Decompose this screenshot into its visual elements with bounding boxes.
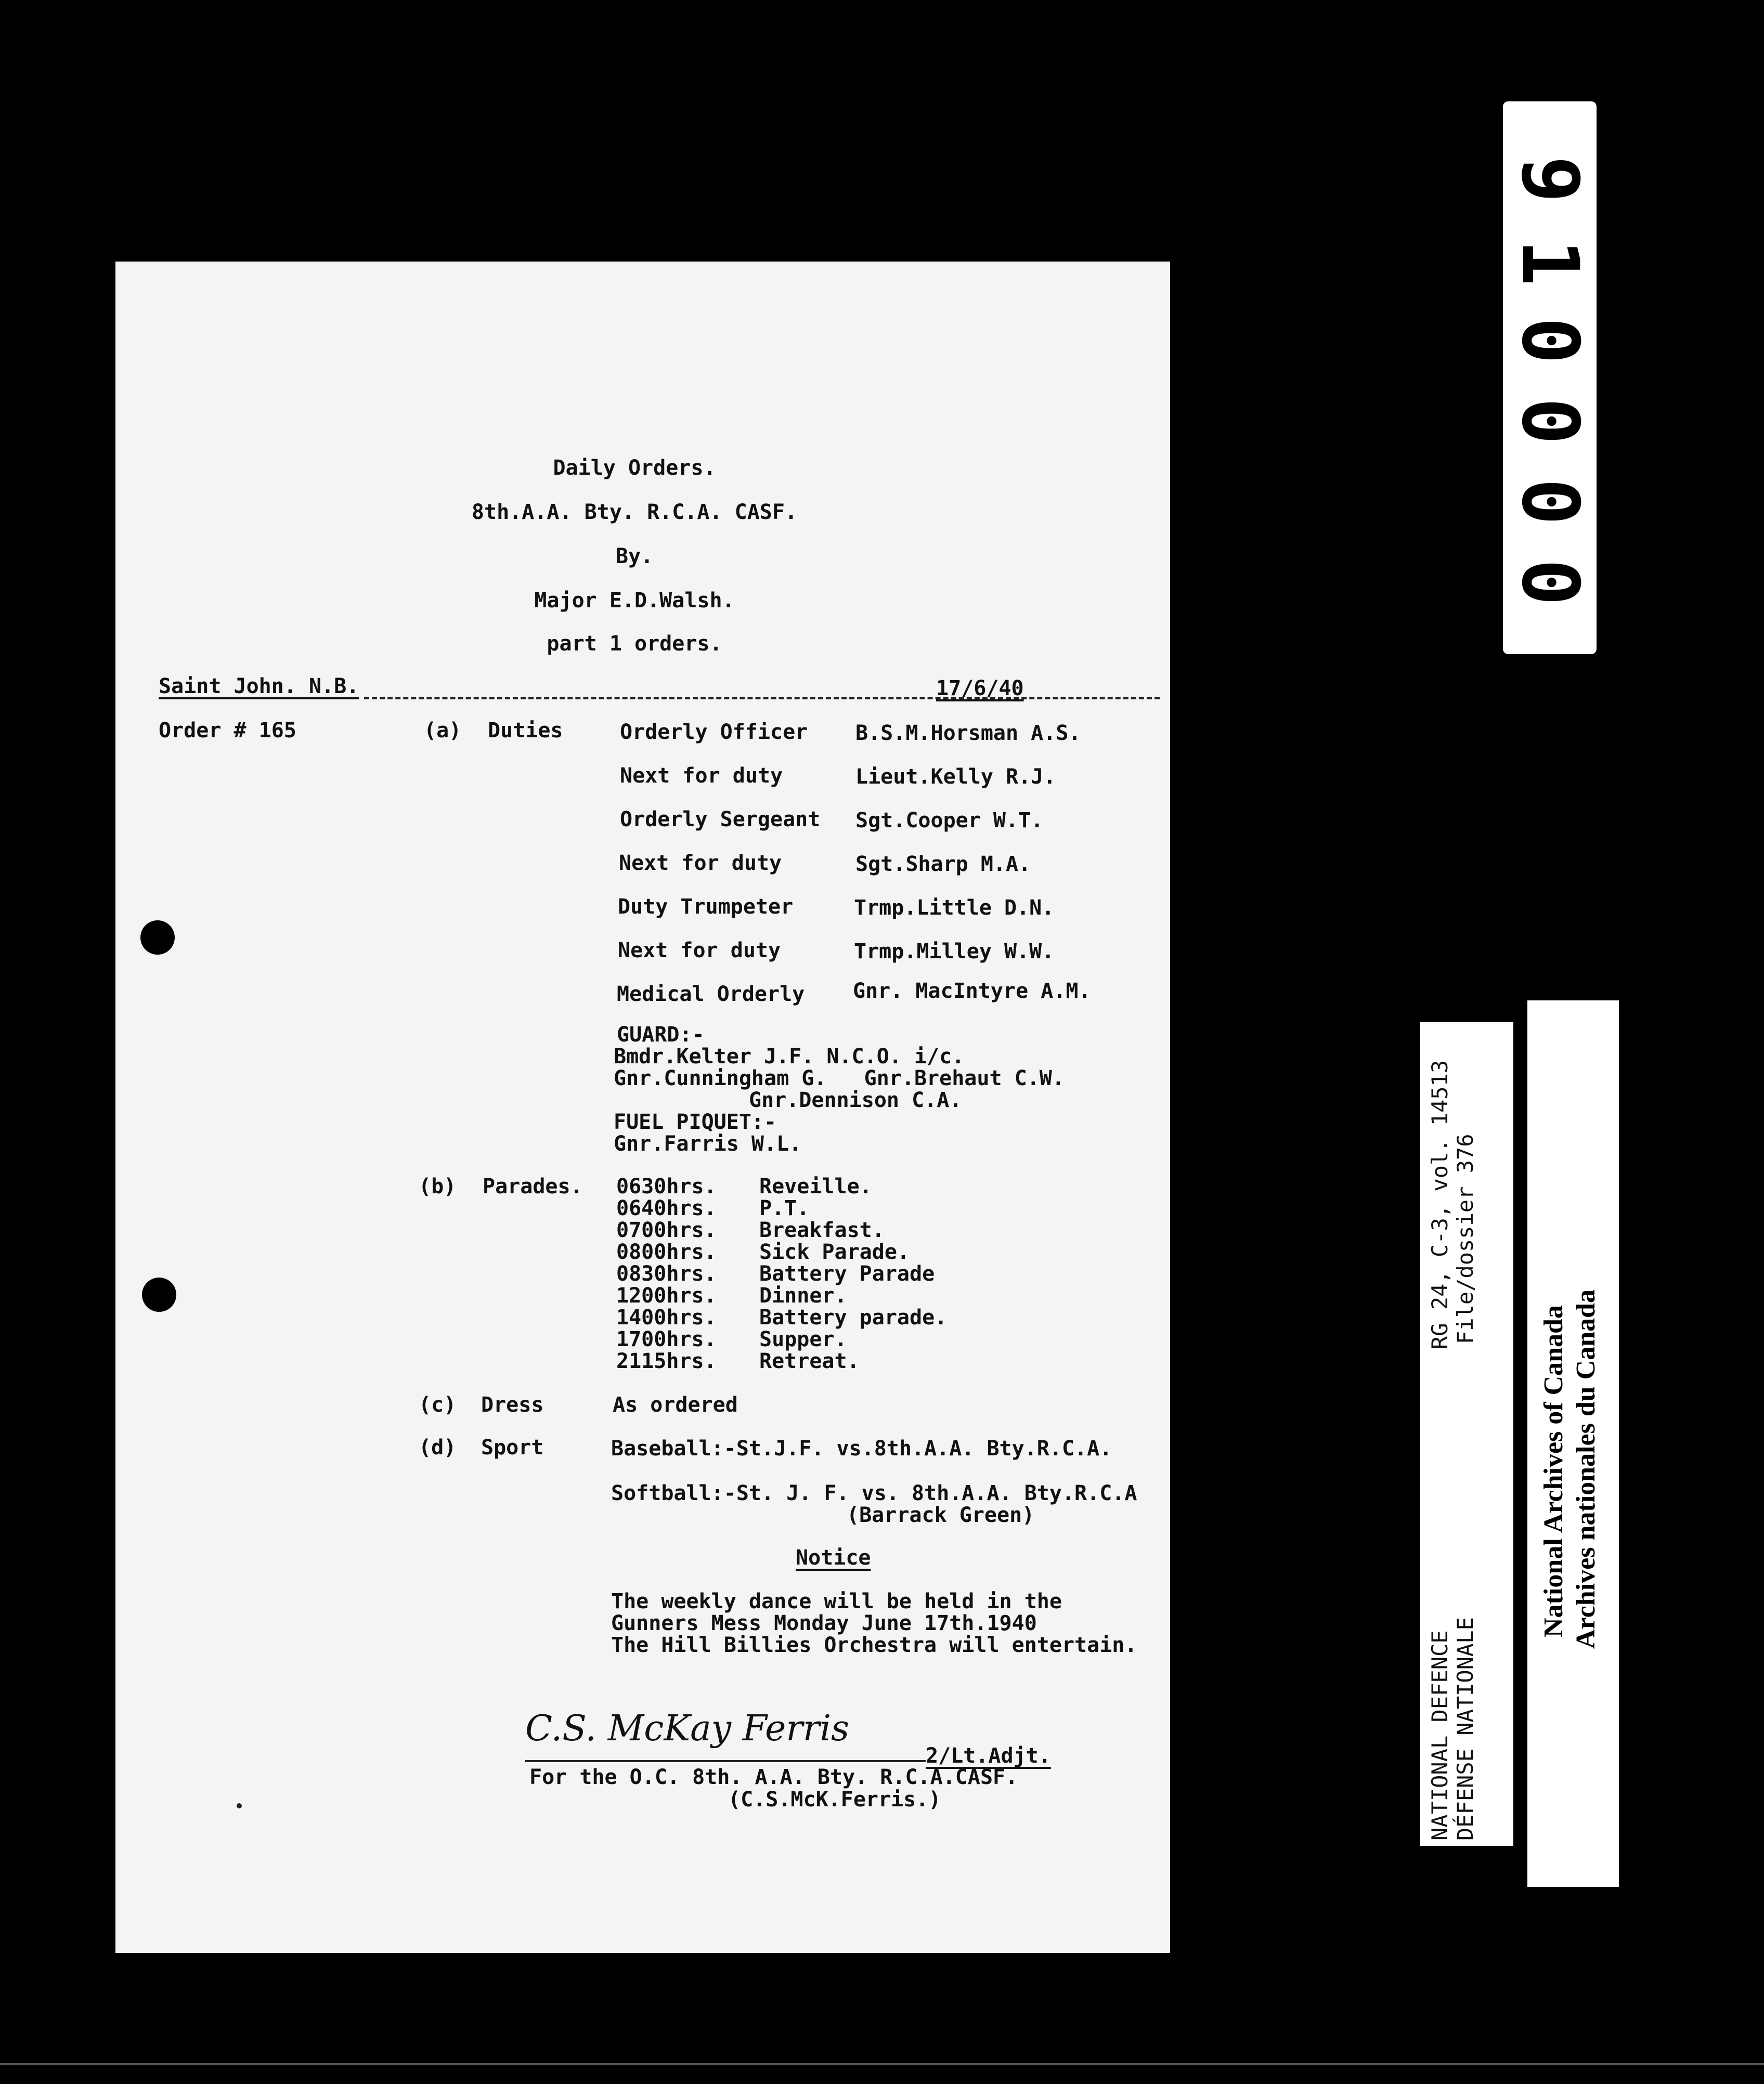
duty-role: Orderly Sergeant	[620, 807, 821, 831]
department-line: DÉFENSE NATIONALE	[1452, 1617, 1478, 1841]
section-name-sport: Sport	[481, 1436, 544, 1460]
section-name-duties: Duties	[488, 719, 563, 743]
archives-name-fr: Archives nationales du Canada	[1571, 1289, 1601, 1649]
duty-person: Sgt.Sharp M.A.	[855, 852, 1031, 876]
duty-person: Trmp.Little D.N.	[854, 896, 1055, 920]
guard-line: Gnr.Dennison C.A.	[749, 1088, 962, 1112]
part-orders: part 1 orders.	[547, 632, 722, 656]
date: 17/6/40	[936, 676, 1024, 700]
section-name-parades: Parades.	[483, 1175, 583, 1199]
department-line: NATIONAL DEFENCE	[1427, 1630, 1452, 1841]
reference-line: RG 24, C-3, vol. 14513	[1427, 1060, 1452, 1349]
parade-time: 1200hrs.	[616, 1284, 717, 1308]
parade-event: Sick Parade.	[759, 1240, 910, 1264]
ink-dot	[237, 1803, 242, 1808]
parade-event: Dinner.	[759, 1284, 847, 1308]
duty-role: Next for duty	[620, 764, 783, 788]
frame-digit: 9	[1504, 155, 1595, 203]
commander-name: Major E.D.Walsh.	[534, 589, 735, 613]
national-archives-label	[1527, 1000, 1619, 1887]
frame-digit: 0	[1504, 397, 1595, 445]
section-letter-b: (b)	[419, 1175, 457, 1199]
order-number: Order # 165	[159, 719, 296, 743]
sport-line: Baseball:-St.J.F. vs.8th.A.A. Bty.R.C.A.	[611, 1437, 1112, 1461]
duty-person: Gnr. MacIntyre A.M.	[853, 979, 1091, 1003]
handwritten-signature: C.S. McKay Ferris	[525, 1708, 850, 1749]
parade-time: 0700hrs.	[616, 1218, 717, 1242]
signature-for-line: For the O.C. 8th. A.A. Bty. R.C.A.CASF.	[529, 1765, 1018, 1789]
duty-person: Lieut.Kelly R.J.	[855, 765, 1056, 789]
scan-edge-line	[0, 2063, 1764, 2065]
guard-line: Bmdr.Kelter J.F. N.C.O. i/c.	[614, 1045, 965, 1069]
frame-digit: 0	[1504, 317, 1595, 364]
section-name-dress: Dress	[481, 1393, 544, 1417]
frame-digit: 1	[1504, 239, 1595, 286]
parade-time: 0800hrs.	[616, 1240, 717, 1264]
document-title: Daily Orders.	[553, 456, 716, 480]
frame-digit: 0	[1504, 558, 1595, 606]
unit-name: 8th.A.A. Bty. R.C.A. CASF.	[471, 500, 798, 524]
sport-line: Softball:-St. J. F. vs. 8th.A.A. Bty.R.C.A	[611, 1481, 1137, 1505]
parade-event: Breakfast.	[759, 1218, 885, 1242]
by-line: By.	[615, 544, 654, 568]
section-letter-a: (a)	[424, 719, 462, 743]
section-letter-d: (d)	[419, 1436, 457, 1460]
duty-role: Orderly Officer	[620, 720, 808, 744]
parade-event: Retreat.	[759, 1349, 860, 1373]
parade-event: Reveille.	[759, 1175, 872, 1199]
signature-line	[525, 1760, 926, 1762]
parade-time: 0830hrs.	[616, 1262, 717, 1286]
frame-number-strip	[1503, 101, 1597, 654]
duty-person: Trmp.Milley W.W.	[854, 940, 1055, 963]
sport-location: (Barrack Green)	[847, 1503, 1035, 1527]
parade-time: 2115hrs.	[616, 1349, 717, 1373]
parade-time: 1400hrs.	[616, 1306, 717, 1330]
place: Saint John. N.B.	[159, 674, 359, 698]
dress-value: As ordered	[613, 1393, 738, 1417]
section-letter-c: (c)	[419, 1393, 457, 1417]
duty-person: Sgt.Cooper W.T.	[855, 809, 1044, 832]
notice-heading: Notice	[796, 1546, 871, 1570]
parade-time: 1700hrs.	[616, 1327, 717, 1351]
punch-hole-bottom	[142, 1278, 176, 1312]
separator-line	[364, 697, 1160, 699]
parade-event: Battery Parade	[759, 1262, 935, 1286]
fuel-piquet-heading: FUEL PIQUET:-	[614, 1110, 777, 1134]
fuel-piquet-line: Gnr.Farris W.L.	[614, 1132, 802, 1156]
duty-role: Next for duty	[618, 939, 781, 962]
punch-hole-top	[140, 920, 175, 955]
notice-line: Gunners Mess Monday June 17th.1940	[611, 1611, 1037, 1635]
parade-event: P.T.	[759, 1196, 810, 1220]
signature-rank: 2/Lt.Adjt.	[926, 1744, 1051, 1768]
parade-event: Battery parade.	[759, 1306, 948, 1330]
archives-name-en: National Archives of Canada	[1539, 1305, 1568, 1637]
duty-role: Duty Trumpeter	[618, 895, 794, 919]
guard-line: Gnr.Cunningham G. Gnr.Brehaut C.W.	[614, 1066, 1065, 1090]
parade-time: 0630hrs.	[616, 1175, 717, 1199]
frame-digit: 0	[1504, 478, 1595, 526]
duty-person: B.S.M.Horsman A.S.	[855, 721, 1081, 745]
notice-line: The weekly dance will be held in the	[611, 1590, 1062, 1613]
duty-role: Next for duty	[619, 851, 782, 875]
guard-heading: GUARD:-	[617, 1023, 705, 1047]
parade-event: Supper.	[759, 1327, 847, 1351]
notice-line: The Hill Billies Orchestra will entertain.	[611, 1633, 1137, 1657]
duty-role: Medical Orderly	[617, 982, 805, 1006]
reference-line: File/dossier 376	[1452, 1134, 1478, 1344]
signature-name: (C.S.McK.Ferris.)	[728, 1788, 941, 1812]
parade-time: 0640hrs.	[616, 1196, 717, 1220]
archive-reference-label	[1420, 1022, 1513, 1846]
